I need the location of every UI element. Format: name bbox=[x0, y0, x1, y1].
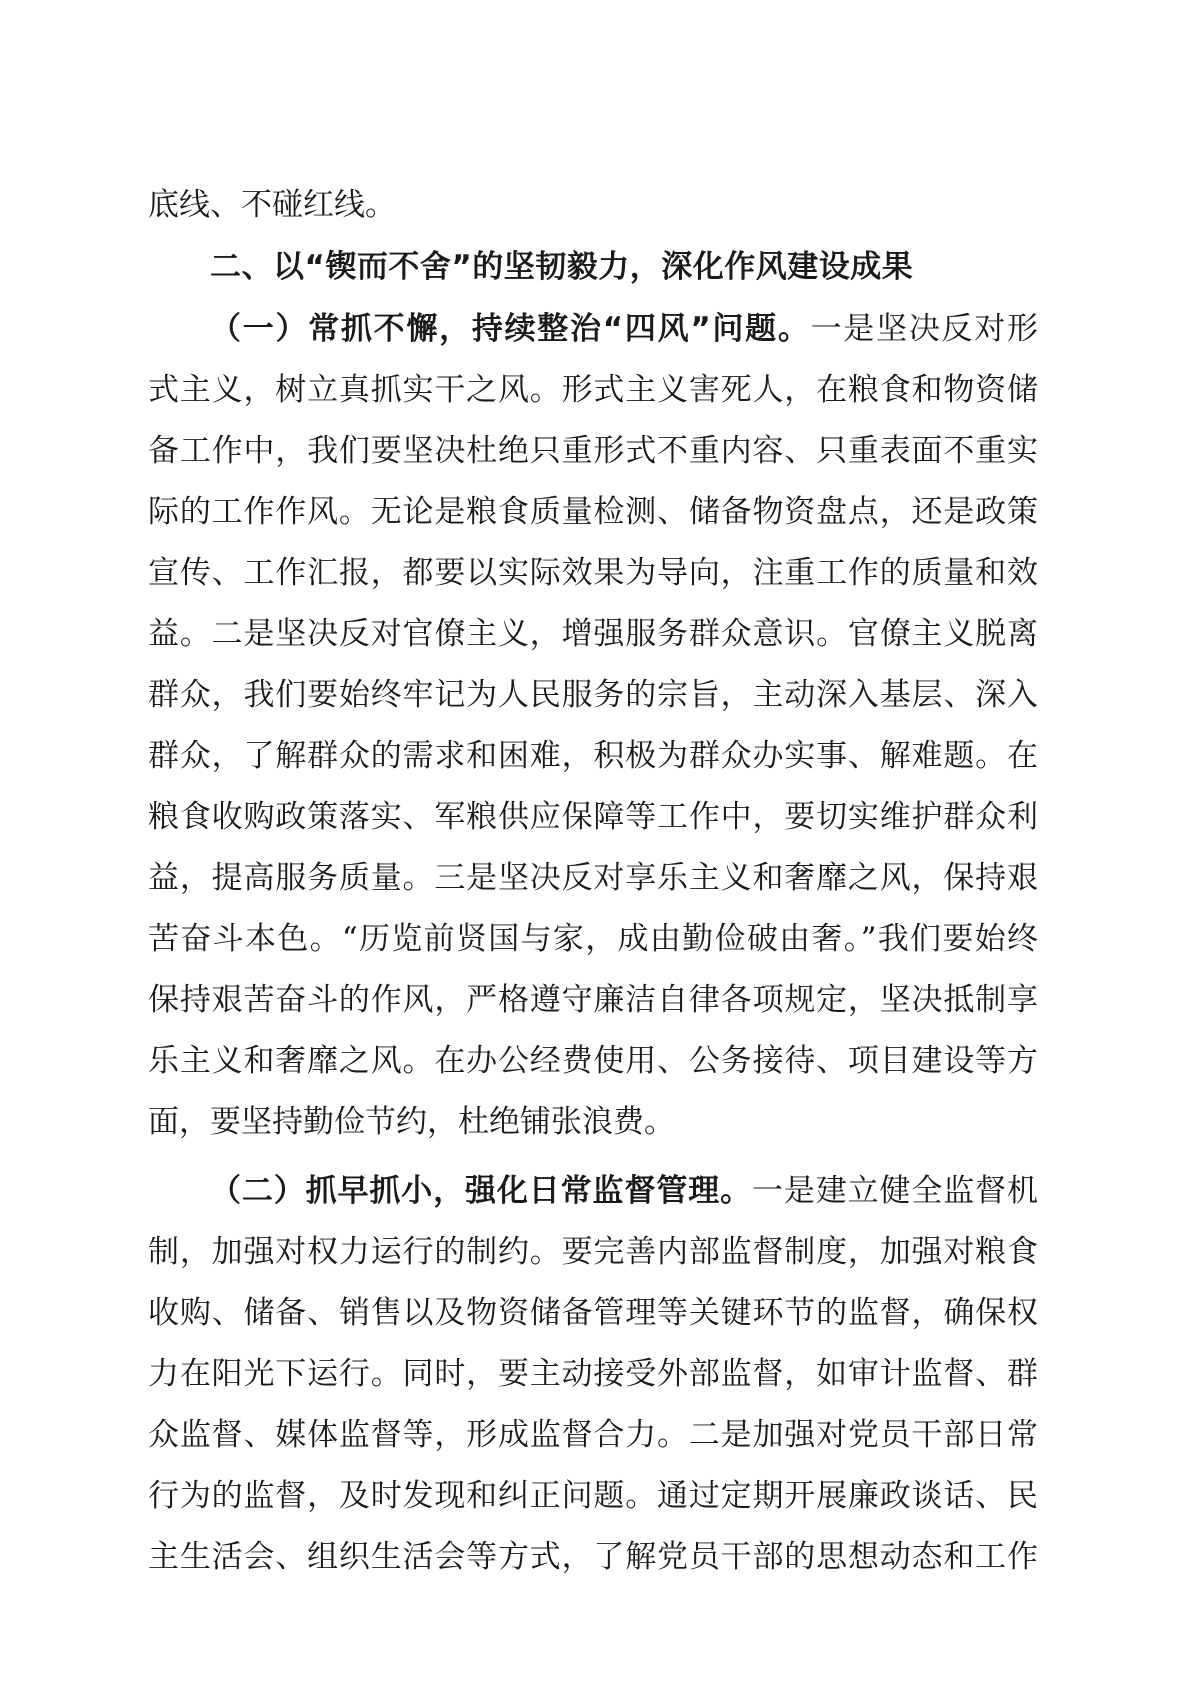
section-heading: 二、以“锲而不舍”的坚韧毅力，深化作风建设成果 bbox=[210, 249, 914, 285]
paragraph-line: 粮食收购政策落实、军粮供应保障等工作中，要切实维护群众利 bbox=[148, 799, 1038, 835]
paragraph-line: 力在阳光下运行。同时，要主动接受外部监督，如审计监督、群 bbox=[148, 1356, 1038, 1392]
paragraph-line: 制，加强对权力运行的制约。要完善内部监督制度，加强对粮食 bbox=[148, 1234, 1038, 1270]
paragraph-line: 苦奋斗本色。“历览前贤国与家，成由勤俭破由奢。”我们要始终 bbox=[148, 921, 1038, 957]
paragraph-line: 众监督、媒体监督等，形成监督合力。二是加强对党员干部日常 bbox=[148, 1417, 1038, 1453]
paragraph-line: 保持艰苦奋斗的作风，严格遵守廉洁自律各项规定，坚决抵制享 bbox=[148, 982, 1038, 1018]
paragraph-2-first-rest: 一是建立健全监督机 bbox=[751, 1173, 1038, 1209]
document-body bbox=[148, 175, 1038, 1588]
paragraph-gap bbox=[148, 1153, 1038, 1161]
paragraph-line: 面，要坚持勤俭节约，杜绝铺张浪费。 bbox=[148, 1104, 675, 1140]
paragraph-line: 式主义，树立真抓实干之风。形式主义害死人，在粮食和物资储 bbox=[148, 372, 1038, 408]
paragraph-line: 益，提高服务质量。三是坚决反对享乐主义和奢靡之风，保持艰 bbox=[148, 860, 1038, 896]
paragraph-2-subheading: （二）抓早抓小，强化日常监督管理。 bbox=[210, 1173, 752, 1209]
paragraph-line: 群众，了解群众的需求和困难，积极为群众办实事、解难题。在 bbox=[148, 738, 1038, 774]
paragraph-line: 际的工作作风。无论是粮食质量检测、储备物资盘点，还是政策 bbox=[148, 494, 1038, 530]
intro-line: 底线、不碰红线。 bbox=[148, 187, 396, 223]
paragraph-1 bbox=[148, 299, 1038, 1153]
paragraph-1-subheading: （一）常抓不懈，持续整治“四风”问题。 bbox=[210, 311, 811, 347]
paragraph-line: 主生活会、组织生活会等方式，了解党员干部的思想动态和工作 bbox=[148, 1539, 1038, 1575]
paragraph-line: 群众，我们要始终牢记为人民服务的宗旨，主动深入基层、深入 bbox=[148, 677, 1038, 713]
paragraph-line: 备工作中，我们要坚决杜绝只重形式不重内容、只重表面不重实 bbox=[148, 433, 1038, 469]
paragraph-1-first-rest: 一是坚决反对形 bbox=[810, 311, 1038, 347]
paragraph-1-first-line bbox=[148, 299, 1038, 360]
paragraph-line: 行为的监督，及时发现和纠正问题。通过定期开展廉政谈话、民 bbox=[148, 1478, 1038, 1514]
paragraph-line: 收购、储备、销售以及物资储备管理等关键环节的监督，确保权 bbox=[148, 1295, 1038, 1331]
paragraph-line: 益。二是坚决反对官僚主义，增强服务群众意识。官僚主义脱离 bbox=[148, 616, 1038, 652]
paragraph-line: 宣传、工作汇报，都要以实际效果为导向，注重工作的质量和效 bbox=[148, 555, 1038, 591]
paragraph-2 bbox=[148, 1161, 1038, 1588]
paragraph-2-first-line bbox=[148, 1161, 1038, 1222]
paragraph-line: 乐主义和奢靡之风。在办公经费使用、公务接待、项目建设等方 bbox=[148, 1043, 1038, 1079]
